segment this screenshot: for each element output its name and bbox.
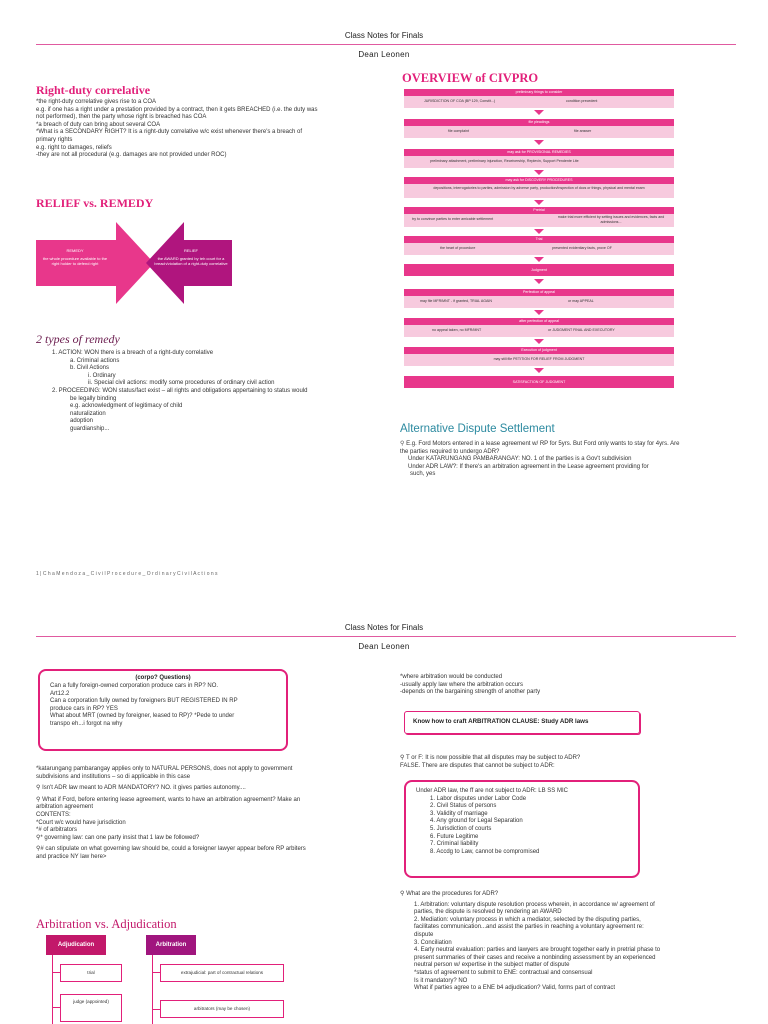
types-item: b. Civil Actions bbox=[70, 365, 110, 372]
corpo-line: Can a fully foreign-owned corporation produce cars in RP? NO. bbox=[50, 683, 219, 689]
types-item: naturalization bbox=[70, 410, 106, 417]
left-line bbox=[36, 797, 376, 805]
flow-arrow bbox=[534, 279, 544, 284]
procedure-line: parties, the dispute is resolved by rendering an AWARD bbox=[414, 909, 562, 916]
bulb-icon: ⚲ bbox=[400, 755, 405, 761]
types-item: 1. ACTION: WON there is a breach of a right-duty correlative bbox=[52, 350, 214, 356]
procedures-list bbox=[400, 902, 750, 993]
adj-connector bbox=[52, 955, 53, 1024]
page2-header-subtitle: Dean Leonen bbox=[358, 642, 410, 651]
left-line: subdivisions and institutions – so di applicable in this case bbox=[36, 773, 191, 780]
types-item: ii. Special civil actions: modify some procedures of ordinary civil action bbox=[88, 380, 275, 387]
procedure-line: dispute bbox=[414, 931, 434, 938]
adr-question bbox=[400, 441, 740, 449]
flow-box bbox=[404, 184, 674, 198]
arb-connector bbox=[152, 955, 153, 1024]
right-duty-heading: Right-duty correlative bbox=[36, 83, 151, 97]
corpo-line: produce cars in RP? YES bbox=[50, 705, 118, 712]
flow-box bbox=[404, 325, 674, 337]
left-line: *Court w/c would have jurisdiction bbox=[36, 819, 126, 826]
flow-box-text: may still file PETITION FOR RELIEF FROM JUDGMENT bbox=[493, 357, 585, 361]
flow-arrow bbox=[534, 200, 544, 205]
page1-header-title: Class Notes for Finals bbox=[344, 31, 424, 40]
bulb-icon: ⚲ bbox=[36, 834, 41, 841]
flow-arrow bbox=[534, 257, 544, 262]
procedure-line: present summaries of their cases and receive a nonbinding assessment by an experienced bbox=[414, 954, 656, 961]
procedure-line: What if parties agree to a ENE b4 adjudication? Valid, forms part of contract bbox=[414, 985, 615, 992]
procedure-line: facilitates communication...and assist the parties in reaching a voluntary agreement re: bbox=[414, 924, 644, 931]
corpo-line: Can a corporation fully owned by foreigners BUT REGISTERED IN RP bbox=[50, 698, 238, 705]
flow-box-text: preliminary attachment, preliminary injunction, Receivership, Replevin, Support Pendente Lite bbox=[430, 159, 579, 163]
right-line: -usually apply law where the arbitration occurs bbox=[400, 681, 524, 688]
left-line: *katarungang pambarangay applies only to NATURAL PERSONS, does not apply to government bbox=[36, 766, 293, 772]
adr-answer: such, yes bbox=[410, 471, 436, 478]
page2-header-rule bbox=[36, 636, 736, 637]
corpo-title: (corpo? Questions) bbox=[135, 675, 191, 681]
procedure-line: 4. Early neutral evaluation: parties and lawyers are brought together early in pretrial phase to bbox=[414, 947, 661, 954]
flow-box bbox=[404, 96, 674, 108]
flow-box-text: or JUDGMENT FINAL AND EXECUTORY bbox=[548, 328, 615, 332]
flow-box-text: or may APPEAL bbox=[568, 299, 594, 303]
adr-exclusions-box bbox=[404, 780, 640, 878]
flow-bar: Pretrial bbox=[404, 207, 674, 214]
corpo-line: transpo eh...i forgot na why bbox=[50, 720, 123, 727]
procedure-line: 1. Arbitration: voluntary dispute resolution process wherein, in accordance w/ agreement of bbox=[414, 901, 655, 908]
left-line bbox=[36, 846, 376, 854]
adr-exclusion-item: 2. Civil Status of persons bbox=[430, 803, 497, 810]
left-line-text: Isn't ADR law meant to ADR MANDATORY? NO. it gives parties autonomy.... bbox=[42, 785, 246, 792]
right-duty-text bbox=[36, 99, 376, 160]
flow-box-text: presented evidentiary facts, prove OF bbox=[552, 246, 612, 250]
bulb-icon: ⚲ bbox=[400, 441, 405, 447]
flow-box-text: file answer bbox=[574, 129, 592, 133]
flow-bar: Trial bbox=[404, 236, 674, 243]
types-item: be legally binding bbox=[70, 395, 117, 402]
flow-bar: after perfection of appeal bbox=[404, 318, 674, 325]
flow-box bbox=[404, 296, 674, 308]
flow-box-text: file complaint bbox=[448, 129, 469, 133]
types-item: e.g. acknowledgment of legitimacy of child bbox=[70, 403, 183, 410]
adr-answer: Under ADR LAW?: If there's an arbitration agreement in the Lease agreement providing for bbox=[408, 463, 649, 470]
adr-exclusion-item: 3. Validity of marriage bbox=[430, 810, 488, 817]
right-duty-line: *a breach of duty can bring about several COA bbox=[36, 121, 161, 128]
right-duty-line: *What is a SECONDARY RIGHT? It is a right-duty correlative w/c exist whenever there's a breach of bbox=[36, 129, 303, 136]
flow-arrow bbox=[534, 140, 544, 145]
adr-exclusion-item: 8. Accdg to Law, cannot be compromised bbox=[430, 848, 540, 855]
page1-header-subtitle: Dean Leonen bbox=[358, 50, 410, 59]
right-duty-line: e.g. right to damages, reliefs bbox=[36, 144, 112, 151]
procedures-question bbox=[400, 891, 750, 899]
remedy-title: REMEDY bbox=[66, 248, 84, 253]
arb-adj-heading: Arbitration vs. Adjudication bbox=[36, 917, 177, 931]
procedure-line: 2. Mediation: voluntary process in which a mediator, selected by the disputing parties, bbox=[414, 916, 641, 923]
left-line bbox=[36, 785, 376, 793]
left-line: CONTENTS: bbox=[36, 811, 71, 818]
adr-answer: Under KATARUNGANG PAMBARANGAY: NO. 1 of the parties is a Gov't subdivision bbox=[408, 456, 632, 463]
corpo-line: Art12.2 bbox=[50, 690, 70, 697]
flow-bar: may ask for DISCOVERY PROCEDURES bbox=[404, 177, 674, 184]
page1-footer: 1 | C h a M e n d o z a _ C i v i l P r o c e d u r e _ O r d i n a r y C i v i l A c t i o n s bbox=[36, 571, 218, 577]
adr-heading: Alternative Dispute Settlement bbox=[400, 423, 555, 435]
flow-bar: file pleadings bbox=[404, 119, 674, 126]
flow-arrow bbox=[534, 368, 544, 373]
remedy-label bbox=[40, 248, 110, 266]
adj-branch bbox=[52, 1007, 60, 1008]
page2-right-top bbox=[400, 674, 730, 697]
tf-answer: FALSE. There are disputes that cannot be subject to ADR: bbox=[400, 762, 555, 769]
flow-arrow bbox=[534, 310, 544, 315]
adr-question-text: E.g. Ford Motors entered in a lease agreement w/ RP for 5yrs. But Ford only wants to stay for 4yrs. Are bbox=[406, 441, 680, 447]
procedure-line: Is it mandatory? NO bbox=[414, 977, 468, 984]
types-list bbox=[52, 350, 382, 434]
types-item: a. Criminal actions bbox=[70, 357, 120, 364]
left-line-text: # can stipulate on what governing law should be, could a foreigner lawyer appear before RP arbiters bbox=[40, 846, 306, 853]
adr-exclusions bbox=[406, 782, 638, 856]
flow-box-text: no appeal taken, no MFR/MNT bbox=[432, 328, 482, 332]
bulb-icon: ⚲ bbox=[36, 796, 41, 803]
flow-arrow bbox=[534, 110, 544, 115]
flow-arrow bbox=[534, 170, 544, 175]
arb-cell-arbitrators: arbitrators (may be chosen) bbox=[160, 1000, 284, 1018]
corpo-box bbox=[38, 669, 288, 751]
flow-bar: Perfection of appeal bbox=[404, 289, 674, 296]
page2-header-title: Class Notes for Finals bbox=[344, 623, 424, 632]
flow-box-text: condition precedent bbox=[566, 99, 598, 103]
types-item: 2. PROCEEDING: WON status/fact exist – all rights and obligations appertaining to status would bbox=[52, 387, 308, 394]
flow-box bbox=[404, 126, 674, 138]
adr-exclusion-item: 7. Criminal liability bbox=[430, 841, 479, 848]
bulb-icon: ⚲ bbox=[36, 785, 41, 792]
right-duty-line: not performed), then the party whose right is breached has COA bbox=[36, 114, 207, 121]
types-item: adoption bbox=[70, 418, 94, 425]
right-duty-line: e.g. if one has a right under a prestation provided by a contract, then it gets BREACHED (i.e. the duty was bbox=[36, 106, 318, 113]
flow-box bbox=[404, 214, 674, 227]
adj-cell-judge: judge (appointed) bbox=[60, 994, 122, 1022]
flow-bar: preliminary things to consider bbox=[404, 89, 674, 96]
flow-bar: may ask for PROVISIONAL REMEDIES bbox=[404, 149, 674, 156]
relief-remedy-heading: RELIEF vs. REMEDY bbox=[36, 196, 154, 210]
flow-box-text: may file MFR/MNT - if granted, TRIAL AGAIN bbox=[420, 299, 493, 303]
flow-bar: SATISFACTION OF JUDGMENT bbox=[404, 376, 674, 388]
adr-text bbox=[400, 441, 740, 479]
types-heading: 2 types of remedy bbox=[36, 332, 120, 346]
flow-box-text: JURISDICTION OF COA (BP 129, Constit...) bbox=[424, 99, 496, 103]
procedures-block bbox=[400, 891, 750, 993]
bulb-icon: ⚲ bbox=[36, 846, 41, 853]
overview-heading: OVERVIEW of CIVPRO bbox=[402, 71, 539, 85]
arbitration-header: Arbitration bbox=[146, 935, 196, 955]
left-line-text: * governing law: can one party insist that 1 law be followed? bbox=[40, 834, 200, 841]
flow-arrow bbox=[534, 229, 544, 234]
bulb-icon: ⚲ bbox=[400, 891, 405, 897]
flow-box bbox=[404, 156, 674, 168]
adr-exclusion-item: 4. Any ground for Legal Separation bbox=[430, 818, 523, 825]
tf-block bbox=[400, 755, 740, 770]
left-line-text: What if Ford, before entering lease agreement, wants to have an arbitration agreement? Make an bbox=[42, 796, 301, 803]
adr-question-2: the parties required to undergo ADR? bbox=[400, 448, 500, 455]
flow-bar: Execution of judgment bbox=[404, 347, 674, 354]
tf-question bbox=[400, 755, 740, 763]
corpo-lines bbox=[40, 683, 286, 729]
arb-branch bbox=[152, 1009, 160, 1010]
adr-exclusions-title: Under ADR law, the ff are not subject to ADR: LB SS MIC bbox=[416, 788, 568, 794]
adjudication-header: Adjudication bbox=[46, 935, 106, 955]
adj-branch bbox=[52, 972, 60, 973]
relief-title: RELIEF bbox=[183, 248, 198, 253]
flow-arrow bbox=[534, 339, 544, 344]
adj-cell-trial: trial bbox=[60, 964, 122, 982]
procedure-line: neutral person w/ expertise in the subject matter of dispute bbox=[414, 962, 570, 969]
flow-box-text: try to convince parties to enter amicable settlement bbox=[412, 217, 494, 221]
page1-header-rule bbox=[36, 44, 736, 45]
procedure-line: *status of agreement to submit to ENE: contractual and consensual bbox=[414, 969, 593, 976]
flow-box bbox=[404, 354, 674, 366]
left-line: *# of arbitrators bbox=[36, 827, 78, 834]
adr-exclusion-item: 5. Jurisdiction of courts bbox=[430, 825, 492, 832]
right-duty-line: -they are not all procedural (e.g. damages are not provided under ROC) bbox=[36, 152, 227, 159]
left-line: arbitration agreement bbox=[36, 804, 94, 811]
page2-left-text bbox=[36, 766, 376, 862]
left-line bbox=[36, 835, 376, 843]
arb-cell-extrajudicial: extrajudicial: part of contractual relations bbox=[160, 964, 284, 982]
left-line: and practice NY law here> bbox=[36, 853, 107, 860]
corpo-line: What about MRT (owned by foreigner, leased to RP)? *Pede to under bbox=[50, 713, 235, 720]
right-line: *where arbitration would be conducted bbox=[400, 674, 503, 680]
remedy-text: the whole procedure available to the right holder to defend right bbox=[42, 256, 108, 266]
flow-box-text: make trial more efficient by setting issues and evidences, facts and admissions... bbox=[557, 215, 665, 224]
flow-bar: Judgment bbox=[404, 264, 674, 276]
flow-box-text: depositions, interrogatories to parties, admission by adverse party, production/inspection of docs or things, physical and mental exam bbox=[433, 186, 645, 190]
types-item: i. Ordinary bbox=[88, 372, 116, 379]
right-duty-line: *the right-duty correlative gives rise to a COA bbox=[36, 99, 157, 105]
types-item: guardianship... bbox=[70, 425, 110, 432]
right-line: -depends on the bargaining strength of another party bbox=[400, 689, 541, 696]
right-duty-line: primary rights bbox=[36, 136, 73, 143]
adr-exclusion-item: 1. Labor disputes under Labor Code bbox=[430, 795, 527, 802]
arbitration-clause-box: Know how to craft ARBITRATION CLAUSE: Study ADR laws bbox=[404, 711, 640, 734]
relief-text: the AWARD granted by teh court for a breach/violation of a right-duty correlative bbox=[154, 256, 228, 266]
procedure-line: 3. Conciliation bbox=[414, 939, 452, 946]
adr-exclusion-item: 6. Future Legitime bbox=[430, 833, 479, 840]
relief-label bbox=[154, 248, 228, 266]
flow-box-text: the heart of procedure bbox=[440, 246, 476, 250]
tf-question-text: T or F: It is now possible that all disputes may be subject to ADR? bbox=[405, 755, 581, 761]
procedures-question-text: What are the procedures for ADR? bbox=[406, 891, 499, 897]
flow-box bbox=[404, 243, 674, 255]
arb-branch bbox=[152, 972, 160, 973]
